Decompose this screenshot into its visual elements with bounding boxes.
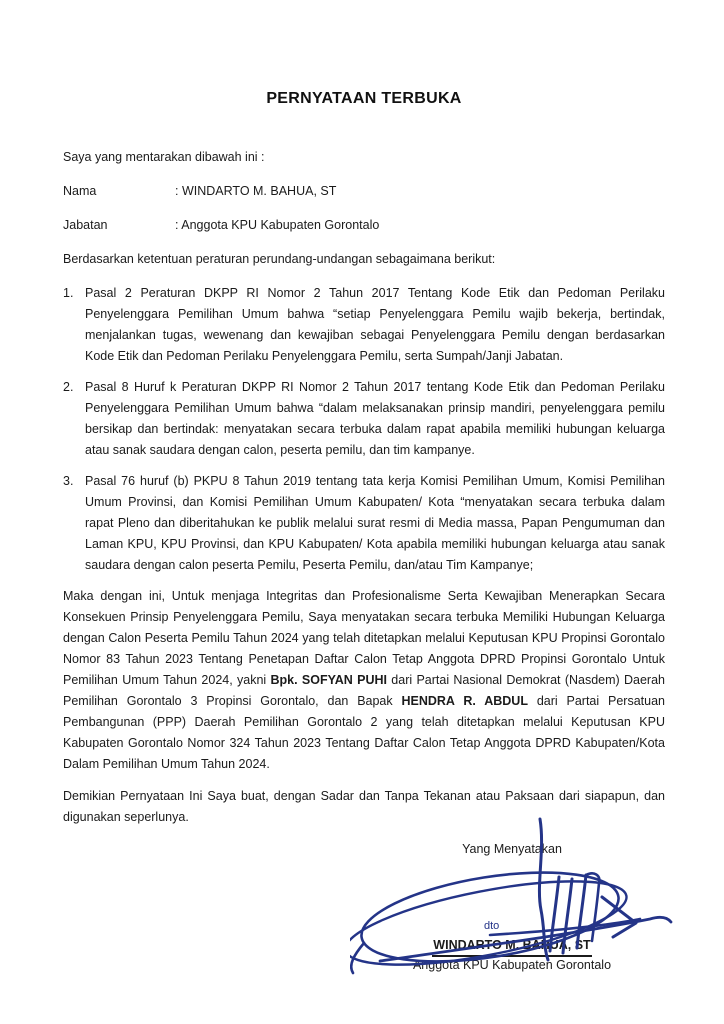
declaration-paragraph: Maka dengan ini, Untuk menjaga Integritas dan Profesionalisme Serta Kewajiban Menerapkan Secara Konsekuen Prinsip Penyelenggara Pemilu, Saya menyatakan secara terbuka Memiliki Hubungan Keluarga dengan Calon Peserta Pemilu Tahun 2024 yang telah ditetapkan melalui Keputusan KPU Propinsi Gorontalo Nomor 83 Tahun 2023 Tentang Penetapan Daftar Calon Tetap Anggota DPRD Propinsi Gorontalo Untuk Pemilihan Umum Tahun 2024, yakni Bpk. SOFYAN PUHI dari Partai Nasional Demokrat (Nasdem) Daerah Pemilihan Gorontalo 3 Propinsi Gorontalo, dan Bapak HENDRA R. ABDUL dari Partai Persatuan Pembangunan (PPP) Daerah Pemilihan Gorontalo 2 yang telah ditetapkan melalui Keputusan KPU Kabupaten Gorontalo Nomor 324 Tahun 2023 Tentang Daftar Calon Tetap Anggota DPRD Kabupaten/Kota Dalam Pemilihan Umum Tahun 2024.	[63, 589, 665, 771]
legal-item-3-text: Pasal 76 huruf (b) PKPU 8 Tahun 2019 tentang tata kerja Komisi Pemilihan Umum, Komisi Pemilihan Umum Provinsi, dan Komisi Pemilihan Umum Kabupaten/ Kota “menyatakan secara terbuka dalam rapat Pleno dan diberitahukan ke publik melalui surat resmi di Media massa, Papan Pengumuman dan Laman KPU, KPU Provinsi, dan KPU Kabupaten/ Kota apabila memiliki hubungan keluarga atau sanak saudara dengan calon peserta Pemilu, Peserta Pemilu, dan/atau Tim Kampanye;	[85, 474, 665, 572]
legal-item-1-text: Pasal 2 Peraturan DKPP RI Nomor 2 Tahun 2017 Tentang Kode Etik dan Pedoman Perilaku Penyelenggara Pemilihan Umum bahwa “setiap Penyelenggara Pemilu wajib bekerja, bertindak, menjalankan tugas, wewenang dan kewajiban sebagai Penyelenggara Pemilu dengan berdasarkan Kode Etik dan Pedoman Perilaku Penyelenggara Pemilu, serta Sumpah/Janji Jabatan.	[85, 286, 665, 363]
legal-item-2-number: 2.	[63, 380, 74, 394]
legal-basis-intro: Berdasarkan ketentuan peraturan perundang-undangan sebagaimana berikut:	[63, 252, 496, 266]
identity-row-position	[63, 215, 665, 236]
legal-item-3-number: 3.	[63, 474, 74, 488]
legal-item-1-number: 1.	[63, 286, 74, 300]
legal-item-1	[63, 283, 665, 367]
intro-line: Saya yang mentarakan dibawah ini :	[63, 150, 265, 164]
signature-note: dto	[484, 920, 500, 932]
signatory-name: WINDARTO M. BAHUA, ST	[432, 937, 591, 957]
position-value: : Anggota KPU Kabupaten Gorontalo	[175, 218, 380, 232]
closing-paragraph: Demikian Pernyataan Ini Saya buat, dengan Sadar dan Tanpa Tekanan atau Paksaan dari siapapun, dan digunakan seperlunya.	[63, 789, 665, 824]
legal-item-2-text: Pasal 8 Huruf k Peraturan DKPP RI Nomor 2 Tahun 2017 tentang Kode Etik dan Pedoman Perilaku Penyelenggara Pemilihan Umum bahwa “dalam melaksanakan prinsip mandiri, penyelenggara pemilu bersikap dan bertindak: menyatakan secara terbuka dalam rapat apabila memiliki hubungan keluarga atau sanak saudara dengan calon, peserta pemilu, dan tim kampanye.	[85, 380, 665, 457]
signatory-position: Anggota KPU Kabupaten Gorontalo	[412, 958, 612, 972]
legal-basis-list	[63, 283, 665, 576]
name-label: Nama	[63, 184, 97, 198]
signature-block	[362, 839, 662, 974]
signature-salutation: Yang Menyatakan	[462, 842, 562, 856]
signatory-name-line	[362, 937, 662, 957]
identity-row-name	[63, 181, 665, 202]
name-value: : WINDARTO M. BAHUA, ST	[175, 184, 337, 198]
position-label: Jabatan	[63, 218, 108, 232]
document-title: PERNYATAAN TERBUKA	[266, 90, 462, 107]
legal-item-2	[63, 377, 665, 461]
legal-item-3	[63, 471, 665, 576]
